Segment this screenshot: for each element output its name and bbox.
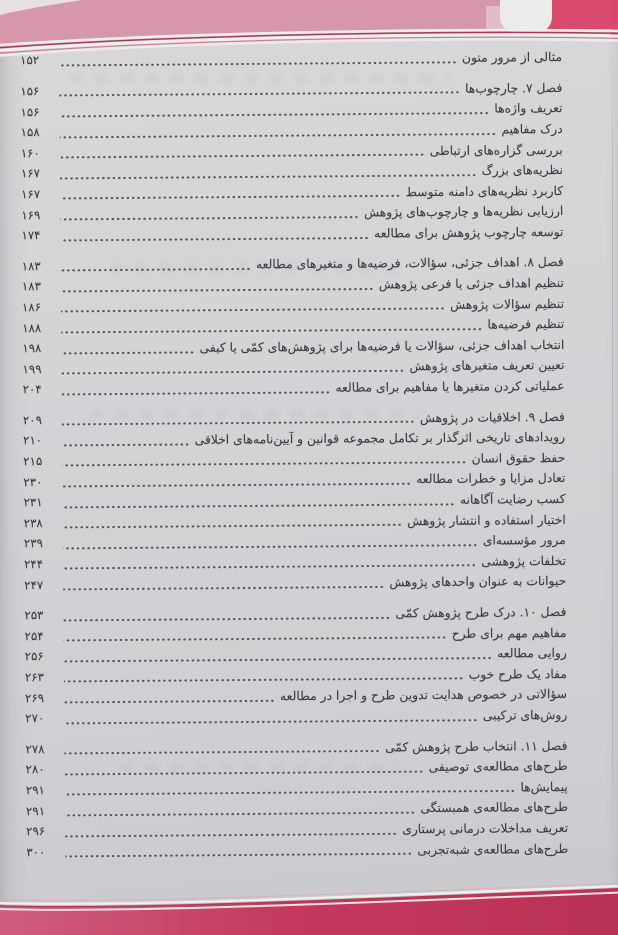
- dot-leader: [60, 206, 359, 222]
- toc-entry-title: توسعه چارچوب پژوهش برای مطالعه: [374, 224, 564, 241]
- toc-entry-title: روایی مطالعه: [497, 646, 567, 661]
- toc-page-number: ۲۵۳: [24, 608, 44, 623]
- toc-entry-title: طرح‌های مطالعه‌ی توصیفی: [428, 759, 568, 775]
- toc-entry-title: رویدادهای تاریخی اثرگذار بر تکامل مجموعه قوانین و آیین‌نامه‌های اخلاقی: [194, 430, 566, 448]
- toc-entry-title: طرح‌های مطالعه‌ی شبه‌تجربی: [417, 841, 569, 857]
- toc-entry-title: مرور مؤسسه‌ای: [482, 533, 566, 548]
- page-edge-line: [612, 34, 613, 887]
- toc-page-number: ۳۰۰: [26, 844, 46, 859]
- toc-entry-title: تعریف مداخلات درمانی پرستاری: [402, 820, 569, 837]
- toc-page-number: ۲۰۴: [22, 382, 42, 397]
- dot-leader: [64, 690, 275, 706]
- toc-row: [23, 376, 565, 401]
- dot-leader: [61, 318, 482, 335]
- dot-leader: [60, 227, 369, 243]
- toc-entry-title: روش‌های ترکیبی: [482, 707, 568, 723]
- toc-page-number: ۱۸۸: [22, 320, 42, 335]
- corner-red-block: [545, 0, 618, 29]
- dot-leader: [60, 144, 425, 161]
- dot-leader: [64, 668, 464, 685]
- toc-page-number: ۲۷۰: [25, 711, 45, 726]
- toc-page-number: ۱۹۹: [22, 361, 42, 376]
- toc-entry-title: مفاهیم مهم برای طرح: [451, 625, 567, 641]
- toc-section: [22, 252, 565, 400]
- toc-entry-title: تنظیم فرضیه‌ها: [487, 317, 565, 332]
- toc-page-number: ۱۸۶: [21, 300, 42, 315]
- toc-entry-title: تخلفات پژوهشی: [481, 553, 567, 569]
- footer-band-graphic: [0, 883, 618, 935]
- dot-leader: [60, 164, 477, 181]
- toc-section: [24, 602, 567, 730]
- dot-leader: [65, 843, 412, 860]
- toc-page-number: ۲۶۳: [24, 670, 45, 685]
- toc-entry-title: اختیار استفاده و انتشار پژوهش: [407, 512, 566, 528]
- toc-entry-title: درک مفاهیم: [501, 121, 563, 137]
- toc-entry-title: مثالی از مرور متون: [461, 50, 563, 65]
- toc-page-number: ۲۰۹: [22, 412, 42, 428]
- dot-leader: [59, 82, 460, 99]
- dot-leader: [63, 555, 476, 572]
- toc-row: [21, 222, 563, 247]
- toc-page-number: ۲۸۰: [25, 762, 45, 777]
- toc-entry-title: پیمایش‌ها: [520, 779, 568, 795]
- dot-leader: [62, 381, 331, 397]
- header-white-tab: [500, 0, 552, 33]
- toc-entry-title: تنظیم اهداف جزئی یا فرعی پژوهش: [378, 276, 564, 292]
- toc-entry-title: نظریه‌های بزرگ: [481, 163, 564, 178]
- dot-leader: [60, 123, 497, 140]
- dot-leader: [63, 607, 390, 624]
- toc-page-number: ۲۷۸: [25, 741, 45, 757]
- toc-section: [20, 78, 563, 247]
- dot-leader: [64, 627, 447, 644]
- toc-page-number: ۱۶۷: [21, 187, 41, 202]
- dot-leader: [63, 534, 478, 551]
- toc-entry-title: مفاد یک طرح خوب: [468, 666, 567, 682]
- dot-leader: [64, 740, 380, 756]
- toc-page-number: ۱۸۳: [21, 258, 41, 273]
- dot-leader: [61, 360, 404, 377]
- dot-leader: [65, 760, 424, 777]
- toc-row: [20, 47, 562, 72]
- dot-leader: [64, 709, 478, 726]
- toc-page-number: ۲۳۰: [23, 474, 43, 489]
- toc-page-number: ۱۷۴: [21, 228, 41, 243]
- toc-page-number: ۲۶۹: [25, 690, 45, 705]
- dot-leader: [62, 473, 411, 490]
- toc-entry-title: تعریف واژه‌ها: [494, 101, 563, 116]
- toc-page-number: ۲۳۸: [23, 515, 43, 531]
- toc-entry-title: حیوانات به عنوان واحدهای پژوهش: [389, 574, 567, 590]
- toc-page-number: ۱۵۶: [20, 84, 40, 99]
- toc-entry-title: تنظیم سؤالات پژوهش: [450, 296, 565, 312]
- toc-page-number: ۲۵۶: [24, 649, 44, 664]
- dot-leader: [62, 452, 466, 469]
- toc-entry-title: انتخاب اهداف جزئی، سؤالات یا فرضیه‌ها برای پژوهش‌های کمّی یا کیفی: [199, 337, 565, 355]
- toc-page-number: ۲۱۵: [23, 454, 43, 469]
- dot-leader: [64, 647, 493, 664]
- toc-page-number: ۲۹۱: [25, 803, 46, 818]
- toc-entry-title: طرح‌های مطالعه‌ی همبستگی: [420, 800, 569, 816]
- toc-entry-title: عملیاتی کردن متغیرها یا مفاهیم برای مطالعه: [335, 379, 565, 395]
- toc-section: [23, 406, 566, 596]
- dot-leader: [63, 493, 455, 510]
- dot-leader: [65, 802, 416, 819]
- toc-page-number: ۱۵۸: [20, 125, 40, 140]
- toc-section: [20, 47, 562, 72]
- dot-leader: [65, 780, 516, 798]
- dot-leader: [59, 102, 489, 119]
- dot-leader: [62, 411, 415, 428]
- toc-entry-title: حفظ حقوق انسان: [471, 450, 566, 466]
- toc-page-number: ۱۵۲: [20, 53, 40, 68]
- toc-list: [20, 47, 568, 863]
- toc-page-number: ۲۹۱: [25, 783, 45, 798]
- toc-entry-title: فصل ۹. اخلاقیات در پژوهش: [419, 409, 565, 425]
- toc-entry-title: تعیین تعریف متغیرهای پژوهش: [409, 358, 565, 374]
- dot-leader: [60, 185, 401, 202]
- toc-row: [25, 705, 567, 730]
- dot-leader: [63, 576, 384, 593]
- toc-entry-title: فصل ۸. اهداف جزئی، سؤالات، فرضیه‌ها و متغیرهای مطالعه: [255, 255, 564, 272]
- toc-page-number: ۱۹۸: [22, 341, 42, 356]
- toc-page-number: ۲۱۰: [23, 433, 43, 448]
- toc-entry-title: کاربرد نظریه‌های دامنه متوسط: [405, 183, 564, 199]
- toc-entry-title: تعادل مزایا و خطرات مطالعه: [416, 471, 566, 487]
- toc-entry-title: ارزیابی نظریه‌ها و چارچوب‌های پژوهش: [364, 204, 564, 220]
- dot-leader: [61, 278, 374, 294]
- toc-page-number: ۲۹۶: [26, 824, 46, 839]
- toc-entry-title: بررسی گزاره‌های ارتباطی: [429, 142, 563, 158]
- toc-page-number: ۱۶۹: [21, 207, 41, 222]
- toc-entry-title: سؤالاتی در خصوص هدایت تدوین طرح و اجرا در مطالعه: [279, 687, 568, 704]
- toc-row: [26, 838, 568, 863]
- toc-page-number: ۲۵۴: [24, 628, 44, 644]
- toc-page-number: ۱۶۷: [20, 166, 41, 181]
- toc-page-number: ۲۳۱: [23, 495, 43, 510]
- toc-page-number: ۱۶۰: [20, 145, 40, 161]
- toc-page-number: ۱۸۳: [21, 279, 41, 294]
- dot-leader: [61, 298, 445, 315]
- dot-leader: [59, 51, 457, 68]
- dot-leader: [61, 341, 194, 356]
- toc-entry-title: فصل ۷. چارچوب‌ها: [465, 80, 563, 96]
- toc-entry-title: فصل ۱۱. انتخاب طرح پژوهش کمّی: [385, 738, 568, 754]
- dot-leader: [61, 258, 251, 273]
- toc-section: [25, 735, 568, 863]
- dot-leader: [63, 514, 403, 531]
- toc-page-number: ۲۴۴: [23, 557, 44, 572]
- toc-row: [24, 571, 566, 596]
- toc-page-number: ۲۳۹: [23, 536, 43, 551]
- toc-page-number: ۱۵۶: [20, 104, 40, 119]
- toc-entry-title: فصل ۱۰. درک طرح پژوهش کمّی: [395, 604, 567, 621]
- dot-leader: [65, 822, 397, 839]
- dot-leader: [62, 433, 190, 448]
- toc-page-number: ۲۴۷: [24, 577, 44, 592]
- toc-entry-title: کسب رضایت آگاهانه: [459, 492, 566, 507]
